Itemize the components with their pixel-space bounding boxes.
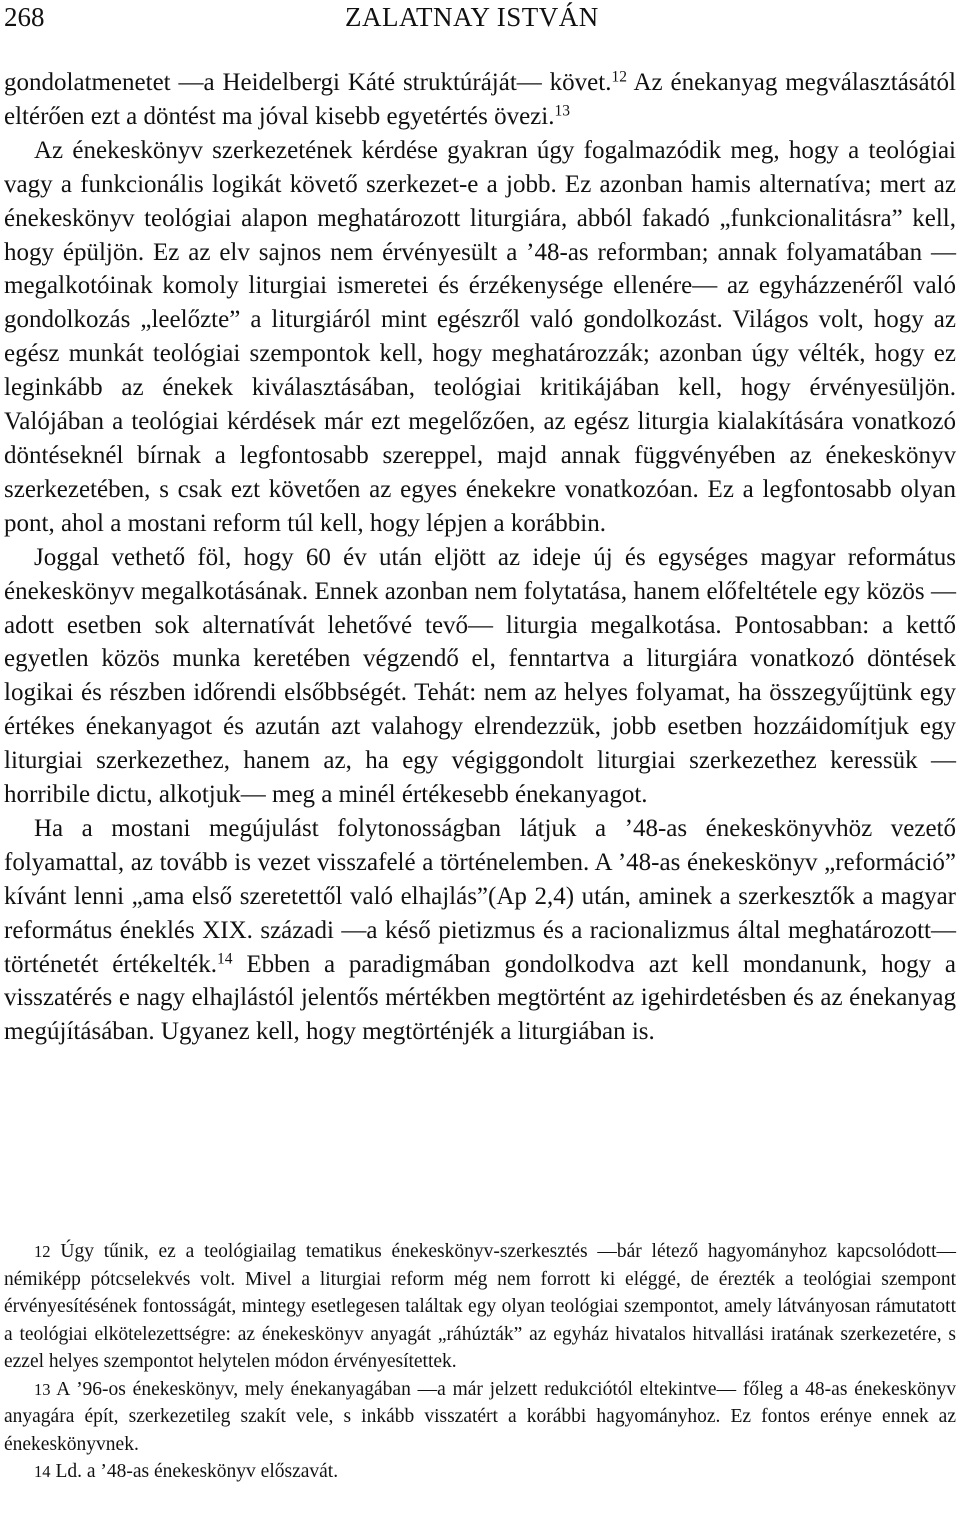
footnote-mark: 13 [34, 1379, 51, 1399]
footnote-14 [4, 1458, 956, 1486]
footnote-text: Ld. a ’48-as énekeskönyv előszavát. [50, 1461, 339, 1482]
footnote-ref-13[interactable]: 13 [554, 102, 570, 120]
page-number: 268 [4, 2, 45, 32]
footnote-13 [4, 1376, 956, 1459]
footnote-mark: 14 [34, 1462, 51, 1481]
paragraph-4-text-b: Ebben a paradigmában gondolkodva azt kell mondanunk, hogy a visszatérés e nagy elhajlástól jelentős mértékben megtörtént az igehirdetésben és az énekanyag megújításában. Ugyanez kell, hogy megtörténjék a liturgiában is. [4, 950, 956, 1046]
footnote-text: Úgy tűnik, ez a teológiailag tematikus énekeskönyv-szerkesztés —bár létező hagyományhoz kapcsolódott— némiképp pótcselekvés volt. Mivel a liturgiai reform még nem forrott ki eléggé, de érezték a teológiai szempont érvényesítésének fontosságát, mintegy esetlegesen találtak egy olyan teológiai szempontot, amely látványosan rámutatott a teológiai elkötelezettségre: az énekeskönyv anyagát „ráhúzták” az egyház hivatalos hitvallási iratának szerkezetére, s ezzel helyes szempontot helytelen módon érvényesítettek. [4, 1241, 956, 1372]
paragraph-4-text-a: Ha a mostani megújulást folytonosságban látjuk a ’48-as énekeskönyvhöz vezető folyamattal, az tovább is vezet visszafelé a történelemben. A ’48-as énekeskönyv „reformáció” kívánt lenni „ama első szeretettől való elhajlás”(Ap 2,4) után, aminek a szerkesztők a magyar református éneklés XIX. századi —a késő pietizmus és a racionalizmus által meghatározott— történetét értékelték. [4, 814, 956, 978]
body-text [4, 66, 956, 1049]
footnotes [4, 1238, 956, 1486]
footnote-ref-12[interactable]: 12 [611, 68, 627, 86]
paragraph-1 [4, 66, 956, 134]
running-head: ZALATNAY ISTVÁN [345, 2, 599, 32]
paragraph-2: Az énekeskönyv szerkezetének kérdése gyakran úgy fogalmazódik meg, hogy a teológiai vagy a funkcionális logikát követő szerkezet-e a jobb. Ez azonban hamis alternatíva; mert az énekeskönyv teológiai alapon meghatározott liturgiára, abból fakadó „funkcionalitásra” kell, hogy épüljön. Ez az elv sajnos nem érvényesült a ’48-as reformban; annak folyamatában —megalkotóinak komoly liturgiai ismeretei és érzékenysége ellenére— az egyházzenéről való gondolkozás „leelőzte” a liturgiáról mint egészről való gondolkozást. Világos volt, hogy az egész munkát teológiai szempontok kell, hogy meghatározzák; azonban úgy vélték, hogy ez leginkább az énekek kiválasztásában, teológiai kritikájában kell, hogy érvényesüljön. Valójában a teológiai kérdések már ezt megelőzően, az egész liturgia kialakítására vonatkozó döntéseknél bírnak a legfontosabb szereppel, majd annak függvényében az énekeskönyv szerkezetében, s csak ezt követően az egyes énekekre vonatkozóan. Ez a legfontosabb olyan pont, ahol a mostani reform túl kell, hogy lépjen a korábbin. [4, 136, 956, 537]
footnote-text: A ’96-os énekeskönyv, mely énekanyagában —a már jelzett redukciótól eltekintve— főleg a 48-as énekeskönyv anyagára épít, szerkezetileg szakít vele, s inkább visszatért a korábbi hagyományhoz. Ez fontos erénye ennek az énekeskönyvnek. [4, 1378, 956, 1455]
paragraph-4 [4, 812, 956, 1049]
paragraph-1-text-a: gondolatmenetet —a Heidelbergi Káté struktúráját— követ. [4, 69, 612, 96]
footnote-ref-14[interactable]: 14 [217, 950, 233, 968]
footnote-mark: 12 [34, 1242, 51, 1261]
paragraph-1-text-b: Az énekanyag megválasztásától eltérően ezt a döntést ma jóval kisebb egyetértés övezi. [4, 69, 957, 130]
footnote-12 [4, 1238, 956, 1376]
paragraph-3: Joggal vethető föl, hogy 60 év után eljött az ideje új és egységes magyar református énekeskönyv megalkotásának. Ennek azonban nem folytatása, hanem előfeltétele egy közös —adott esetben sok alternatívát lehetővé tevő— liturgia megalkotása. Pontosabban: a kettő egyetlen közös munka keretében végzendő el, fenntartva a liturgiára vonatkozó döntések logikai és részben időrendi elsőbbségét. Tehát: nem az helyes folyamat, ha összegyűjtünk egy értékes énekanyagot és azután azt valahogy elrendezzük, jobb esetben hozzáidomítjuk egy liturgiai szerkezethez, hanem az, ha egy végiggondolt liturgiai szerkezethez keressük —horribile dictu, alkotjuk— meg a minél értékesebb énekanyagot. [4, 543, 956, 809]
